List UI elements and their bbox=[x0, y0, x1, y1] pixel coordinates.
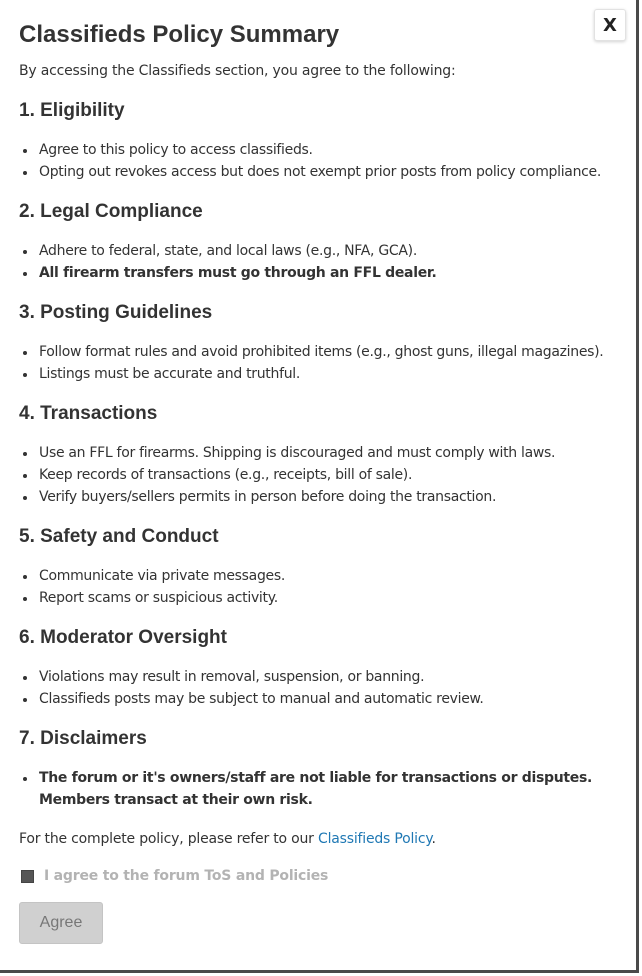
policy-section bbox=[19, 727, 619, 811]
section-heading: 4. Transactions bbox=[19, 403, 158, 424]
list-item: Agree to this policy to access classifieds. bbox=[19, 139, 619, 161]
classifieds-policy-link[interactable]: Classifieds Policy bbox=[318, 831, 432, 847]
list-item: Violations may result in removal, suspension, or banning. bbox=[19, 666, 619, 688]
agree-button[interactable]: Agree bbox=[19, 902, 103, 944]
modal-content bbox=[19, 19, 619, 944]
section-list bbox=[19, 565, 619, 609]
list-item: Communicate via private messages. bbox=[19, 565, 619, 587]
section-list bbox=[19, 666, 619, 710]
section-list bbox=[19, 341, 619, 385]
list-item: Listings must be accurate and truthful. bbox=[19, 363, 619, 385]
close-button[interactable]: X bbox=[594, 9, 626, 41]
modal-title: Classifieds Policy Summary bbox=[19, 21, 340, 48]
section-heading: 6. Moderator Oversight bbox=[19, 627, 227, 648]
section-list bbox=[19, 442, 619, 508]
footer-suffix: . bbox=[431, 831, 436, 847]
agree-row bbox=[19, 865, 619, 887]
section-heading: 5. Safety and Conduct bbox=[19, 526, 219, 547]
policy-section bbox=[19, 301, 619, 385]
footer-text bbox=[19, 828, 619, 850]
section-heading: 2. Legal Compliance bbox=[19, 201, 203, 222]
policy-section bbox=[19, 626, 619, 710]
policy-sections bbox=[19, 99, 619, 811]
intro-text: By accessing the Classifieds section, you agree to the following: bbox=[19, 63, 456, 79]
agree-checkbox-label[interactable]: I agree to the forum ToS and Policies bbox=[44, 868, 329, 884]
footer-prefix: For the complete policy, please refer to our bbox=[19, 831, 318, 847]
policy-section bbox=[19, 402, 619, 508]
list-item: Opting out revokes access but does not exempt prior posts from policy compliance. bbox=[19, 161, 619, 183]
agree-checkbox[interactable] bbox=[21, 870, 34, 883]
policy-section bbox=[19, 99, 619, 183]
policy-section bbox=[19, 200, 619, 284]
section-list bbox=[19, 139, 619, 183]
list-item: All firearm transfers must go through an FFL dealer. bbox=[19, 262, 619, 284]
policy-section bbox=[19, 525, 619, 609]
list-item: Use an FFL for firearms. Shipping is discouraged and must comply with laws. bbox=[19, 442, 619, 464]
section-list bbox=[19, 767, 619, 811]
list-item: Adhere to federal, state, and local laws (e.g., NFA, GCA). bbox=[19, 240, 619, 262]
list-item: Classifieds posts may be subject to manual and automatic review. bbox=[19, 688, 619, 710]
list-item: The forum or it's owners/staff are not liable for transactions or disputes. Members transact at their own risk. bbox=[19, 767, 619, 811]
list-item: Verify buyers/sellers permits in person before doing the transaction. bbox=[19, 486, 619, 508]
section-heading: 1. Eligibility bbox=[19, 100, 125, 121]
section-heading: 3. Posting Guidelines bbox=[19, 302, 213, 323]
list-item: Follow format rules and avoid prohibited items (e.g., ghost guns, illegal magazines). bbox=[19, 341, 619, 363]
section-list bbox=[19, 240, 619, 284]
list-item: Report scams or suspicious activity. bbox=[19, 587, 619, 609]
list-item: Keep records of transactions (e.g., receipts, bill of sale). bbox=[19, 464, 619, 486]
section-heading: 7. Disclaimers bbox=[19, 728, 147, 749]
